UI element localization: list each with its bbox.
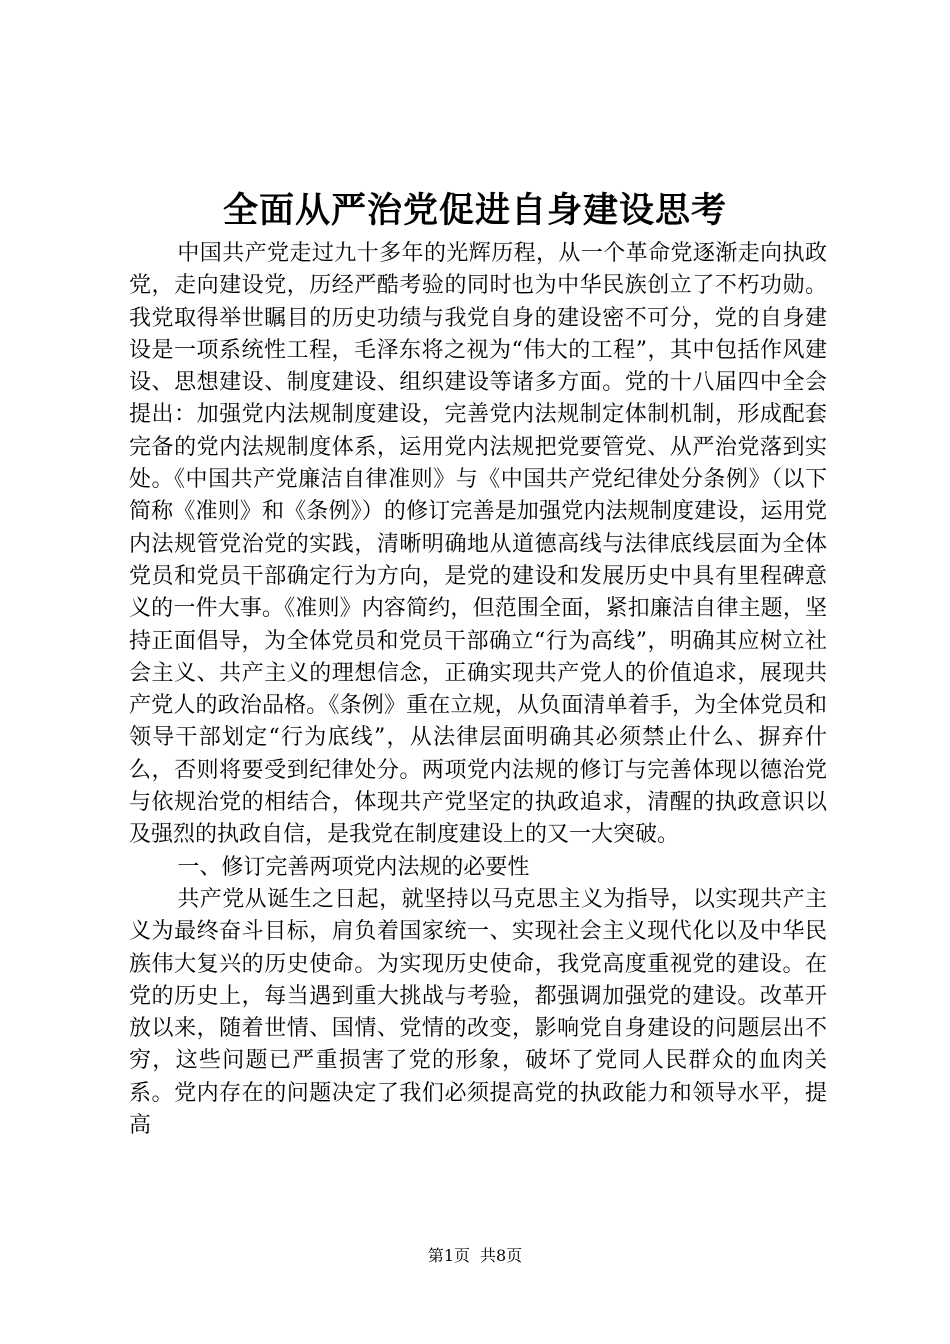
page-footer [0,1244,950,1268]
document-body [129,238,827,1142]
section-heading: 一、修订完善两项党内法规的必要性 [177,854,530,880]
paragraph-section-one: 共产党从诞生之日起，就坚持以马克思主义为指导，以实现共产主义为最终奋斗目标，肩负着国家统一、实现社会主义现代化以及中华民族伟大复兴的历史使命。为实现历史使命，我党高度重视党的建设。在党的历史上，每当遇到重大挑战与考验，都强调加强党的建设。改革开放以来，随着世情、国情、党情的改变，影响党自身建设的问题层出不穷，这些问题已严重损害了党的形象，破坏了党同人民群众的血肉关系。党内存在的问题决定了我们必须提高党的执政能力和领导水平，提高 [129,886,827,1139]
page-title: 全面从严治党促进自身建设思考 [222,191,727,231]
paragraph-intro: 中国共产党走过九十多年的光辉历程，从一个革命党逐渐走向执政党，走向建设党，历经严酷考验的同时也为中华民族创立了不朽功勋。我党取得举世瞩目的历史功绩与我党自身的建设密不可分，党的自身建设是一项系统性工程，毛泽东将之视为“伟大的工程”，其中包括作风建设、思想建设、制度建设、组织建设等诸多方面。党的十八届四中全会提出：加强党内法规制度建设，完善党内法规制定体制机制，形成配套完备的党内法规制度体系，运用党内法规把党要管党、从严治党落到实处。《中国共产党廉洁自律准则》与《中国共产党纪律处分条例》（以下简称《准则》和《条例》）的修订完善是加强党内法规制度建设，运用党内法规管党治党的实践，清晰明确地从道德高线与法律底线层面为全体党员和党员干部确定行为方向，是党的建设和发展历史中具有里程碑意义的一件大事。《准则》内容简约，但范围全面，紧扣廉洁自律主题，坚持正面倡导，为全体党员和党员干部确立“行为高线”，明确其应树立社会主义、共产主义的理想信念，正确实现共产党人的价值追求，展现共产党人的政治品格。《条例》重在立规，从负面清单着手，为全体党员和领导干部划定“行为底线”，从法律层面明确其必须禁止什么、摒弃什么，否则将要受到纪律处分。两项党内法规的修订与完善体现以德治党与依规治党的相结合，体现共产党坚定的执政追求，清醒的执政意识以及强烈的执政自信，是我党在制度建设上的又一大突破。 [129,241,827,848]
page-number: 第1页 [427,1246,470,1265]
page-total: 共8页 [480,1246,523,1265]
